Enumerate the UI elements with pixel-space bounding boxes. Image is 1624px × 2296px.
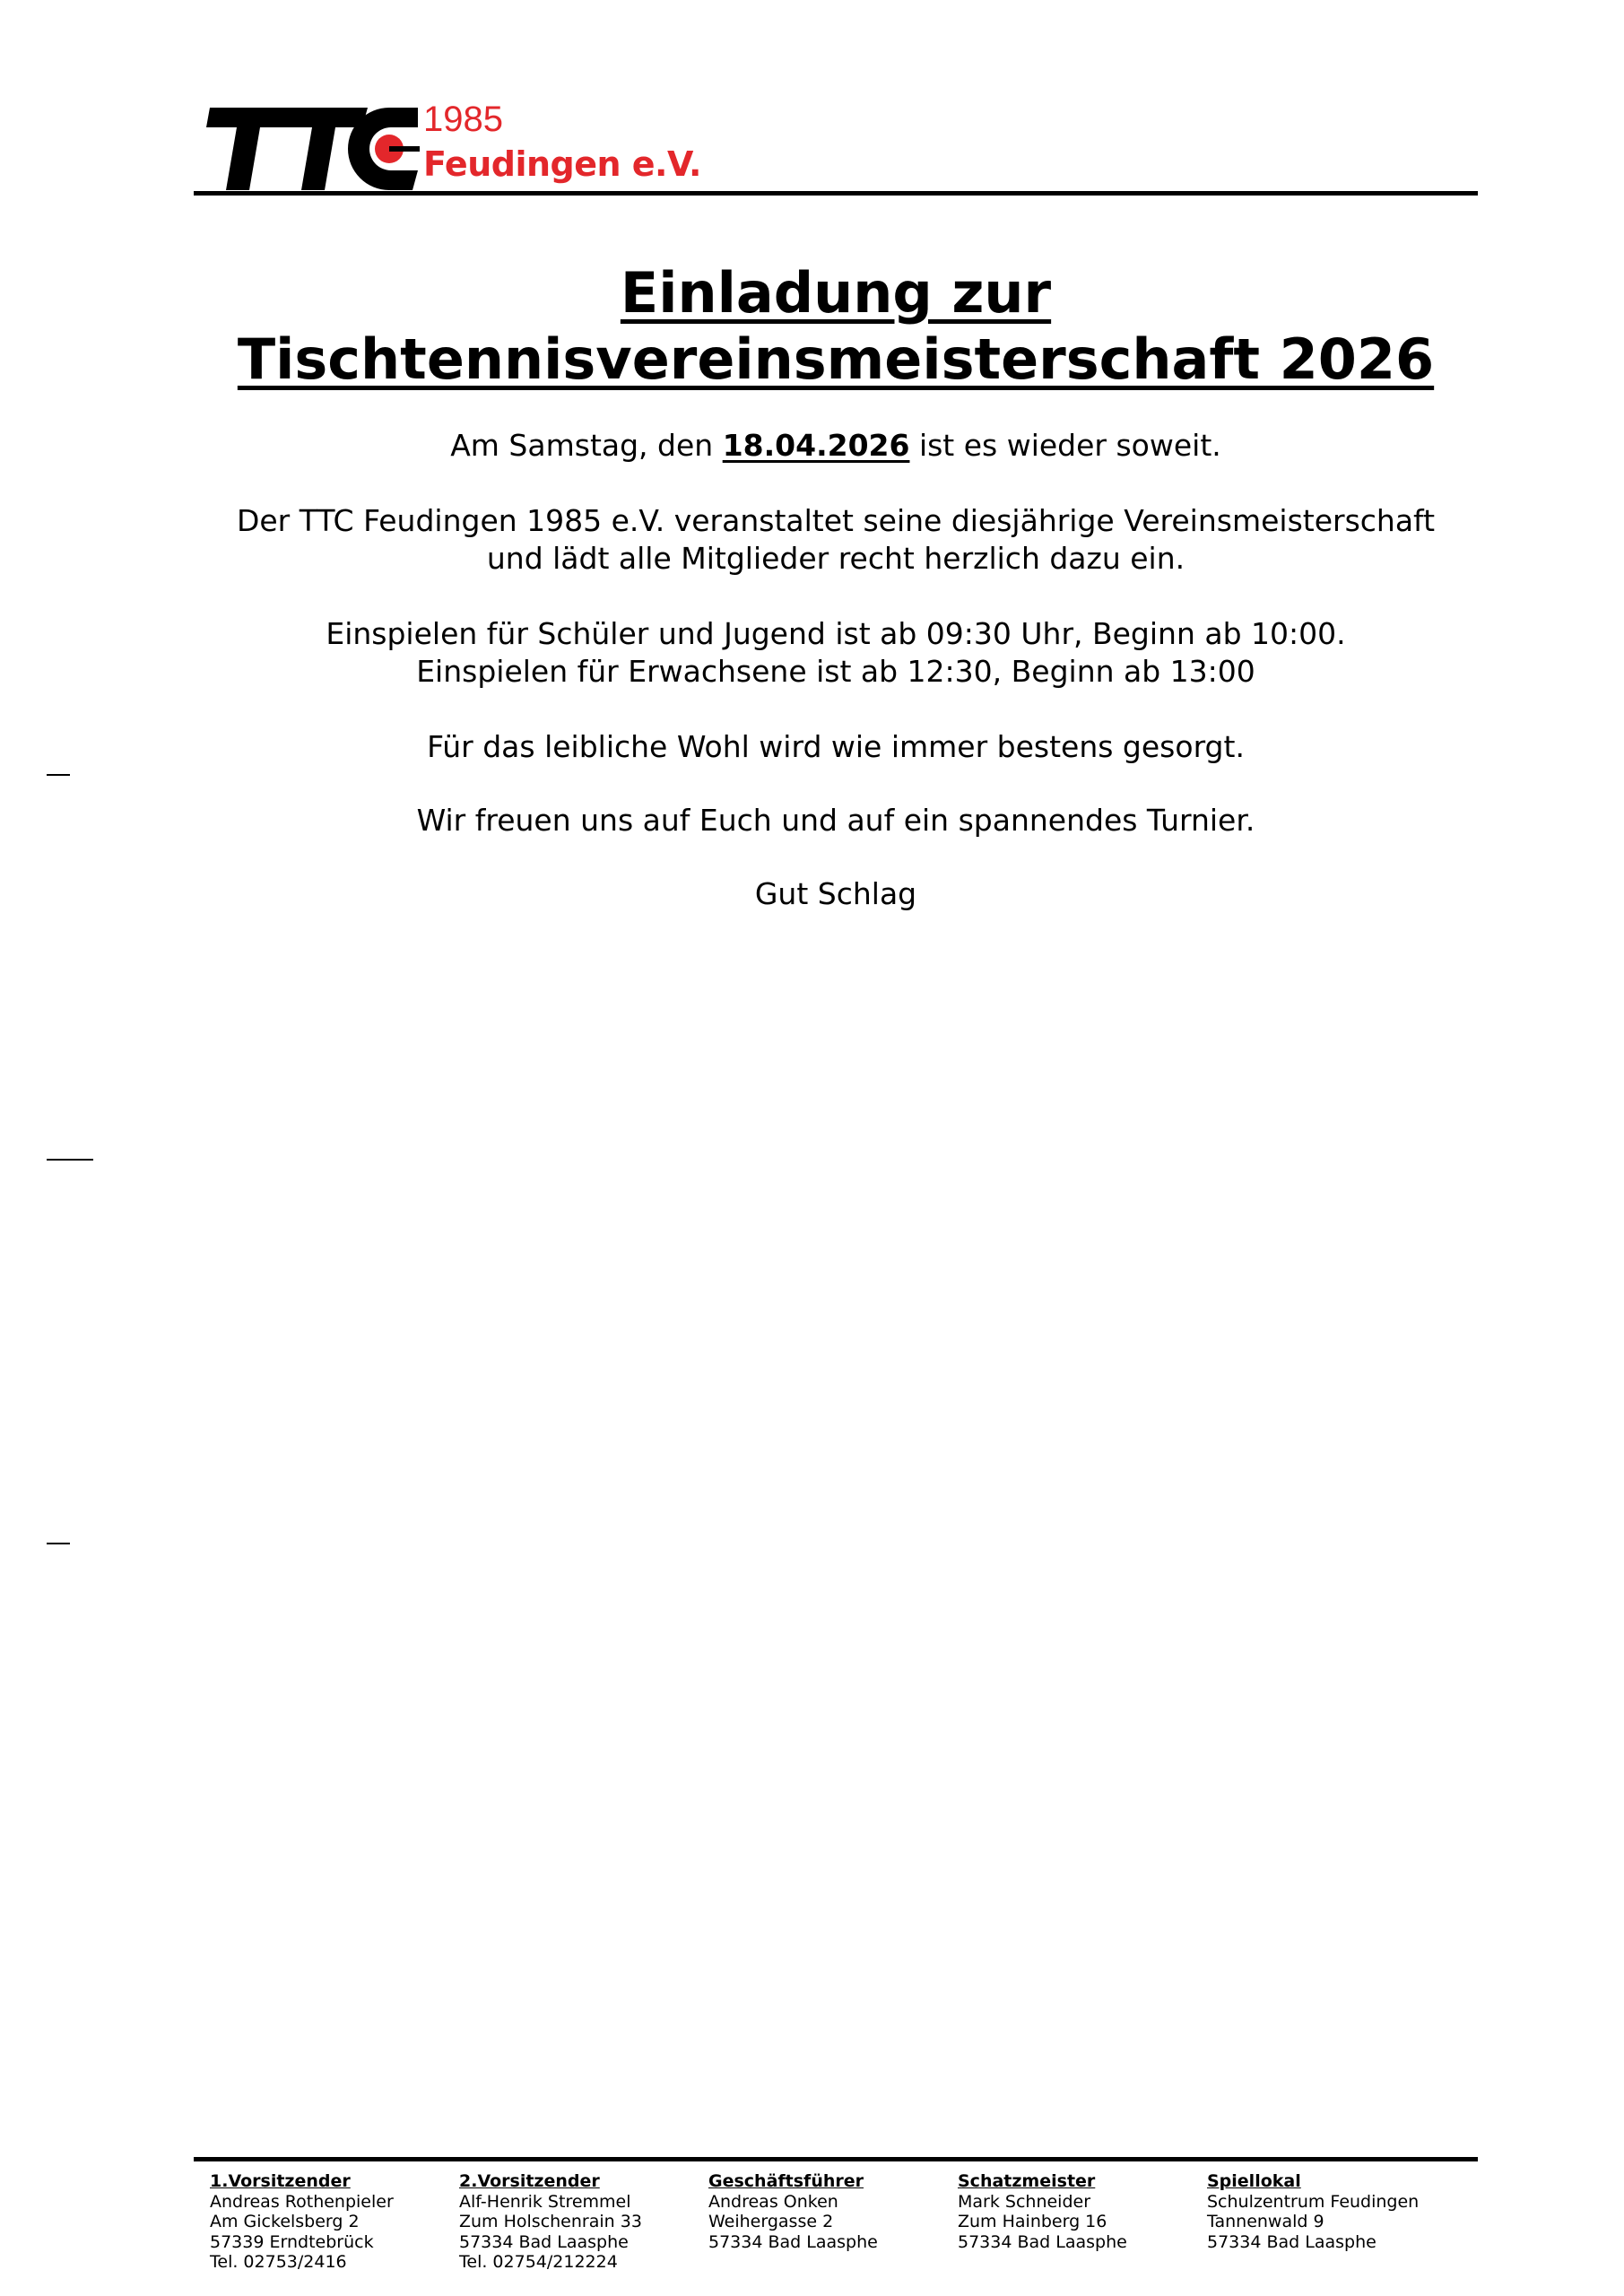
fold-mark-bottom: [47, 1543, 70, 1544]
footer-column-treasurer: [958, 2171, 1207, 2273]
footer-line: 57334 Bad Laasphe: [708, 2231, 878, 2252]
footer-column-chairman: [210, 2171, 459, 2273]
footer-line: Tel. 02754/212224: [459, 2252, 618, 2272]
footer-line: Andreas Rothenpieler: [210, 2191, 394, 2212]
schedule-paragraph: [194, 615, 1478, 691]
footer-line: Andreas Onken: [708, 2191, 838, 2212]
header-divider: [194, 191, 1478, 196]
footer-role: 1.Vorsitzender: [210, 2171, 351, 2191]
fold-mark-top: [47, 774, 70, 776]
title-line-2: Tischtennisvereinsmeisterschaft 2026: [237, 326, 1435, 392]
footer-line: Weihergasse 2: [708, 2212, 834, 2231]
schedule-youth: Einspielen für Schüler und Jugend ist ab 09:30 Uhr, Beginn ab 10:00.: [326, 616, 1346, 651]
footer-line: Mark Schneider: [958, 2191, 1091, 2212]
ttc-logo: [206, 102, 421, 192]
footer-line: 57339 Erndtebrück: [210, 2231, 374, 2252]
intro-paragraph: [194, 502, 1478, 578]
footer-role: Spiellokal: [1207, 2171, 1301, 2191]
catering-paragraph: Für das leibliche Wohl wird wie immer bestens gesorgt.: [427, 729, 1245, 764]
welcome-paragraph: Wir freuen uns auf Euch und auf ein spannendes Turnier.: [416, 803, 1255, 838]
date-suffix: ist es wieder soweit.: [909, 428, 1221, 463]
date-prefix: Am Samstag, den: [450, 428, 723, 463]
logo-year: 1985: [423, 100, 503, 139]
footer-column-manager: [708, 2171, 958, 2273]
footer-line: 57334 Bad Laasphe: [459, 2231, 629, 2252]
letterhead: [194, 99, 1478, 199]
intro-line-2: und lädt alle Mitglieder recht herzlich dazu ein.: [486, 541, 1185, 576]
footer-line: Schulzentrum Feudingen: [1207, 2191, 1420, 2212]
footer-line: Zum Holschenrain 33: [459, 2212, 642, 2231]
footer-role: 2.Vorsitzender: [459, 2171, 600, 2191]
footer-line: Zum Hainberg 16: [958, 2212, 1107, 2231]
footer-column-vice-chairman: [459, 2171, 708, 2273]
title-line-1: Einladung zur: [620, 260, 1052, 326]
closing-greeting: Gut Schlag: [754, 876, 917, 911]
logo-wordmark: [423, 99, 701, 185]
footer-line: Tannenwald 9: [1207, 2212, 1324, 2231]
footer-line: 57334 Bad Laasphe: [1207, 2231, 1376, 2252]
footer-line: 57334 Bad Laasphe: [958, 2231, 1127, 2252]
intro-line-1: Der TTC Feudingen 1985 e.V. veranstaltet seine diesjährige Vereinsmeisterschaft: [236, 503, 1436, 538]
invitation-body: [194, 260, 1478, 913]
date-paragraph: [194, 427, 1478, 465]
invitation-title: [194, 260, 1478, 393]
footer-role: Schatzmeister: [958, 2171, 1096, 2191]
footer-line: Am Gickelsberg 2: [210, 2212, 360, 2231]
logo-club-name: Feudingen e.V.: [423, 144, 701, 184]
footer-contacts: [210, 2171, 1483, 2273]
footer-line: Alf-Henrik Stremmel: [459, 2191, 631, 2212]
punch-mark: [47, 1159, 93, 1161]
footer-role: Geschäftsführer: [708, 2171, 864, 2191]
event-date: 18.04.2026: [722, 428, 910, 463]
footer-divider: [194, 2157, 1478, 2161]
schedule-adults: Einspielen für Erwachsene ist ab 12:30, Beginn ab 13:00: [416, 654, 1255, 689]
footer-column-venue: [1207, 2171, 1456, 2273]
footer-line: Tel. 02753/2416: [210, 2252, 347, 2272]
